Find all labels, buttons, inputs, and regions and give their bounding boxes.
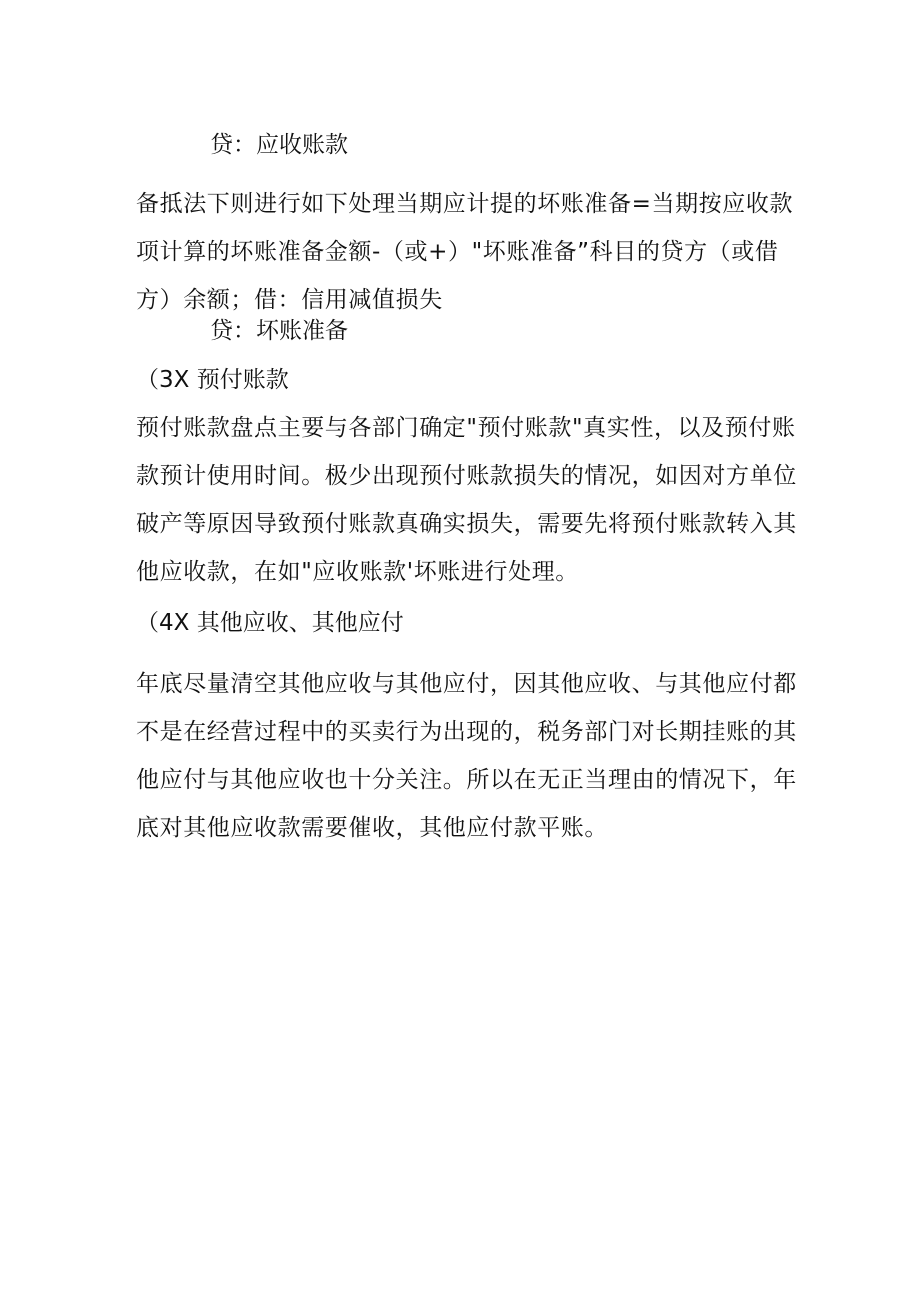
section3-heading: （3X 预付账款 xyxy=(136,367,289,393)
paragraph-line: 不是在经营过程中的买卖行为出现的，税务部门对长期挂账的其 xyxy=(136,719,797,745)
section4-heading: （4X 其他应收、其他应付 xyxy=(136,610,404,636)
paragraph-line: 款预计使用时间。极少出现预付账款损失的情况，如因对方单位 xyxy=(136,463,797,489)
paragraph-line: 底对其他应收款需要催收，其他应付款平账。 xyxy=(136,815,608,841)
credit-receivable-entry: 贷：应收账款 xyxy=(210,132,348,158)
paragraph-line: 方）余额；借：信用减值损失 xyxy=(136,287,443,313)
paragraph-line: 项计算的坏账准备金额-（或+）"坏账准备”科目的贷方（或借 xyxy=(136,239,779,265)
allowance-method-paragraph xyxy=(136,180,794,324)
paragraph-line: 他应收款，在如"应收账款'坏账进行处理。 xyxy=(136,559,579,585)
paragraph-line: 预付账款盘点主要与各部门确定"预付账款"真实性，以及预付账 xyxy=(136,415,796,441)
paragraph-line: 备抵法下则进行如下处理当期应计提的坏账准备=当期按应收款 xyxy=(136,191,794,217)
section4-paragraph xyxy=(136,660,797,852)
paragraph-line: 他应付与其他应收也十分关注。所以在无正当理由的情况下，年 xyxy=(136,767,797,793)
credit-bad-debt-entry: 贷：坏账准备 xyxy=(210,318,348,344)
section3-paragraph xyxy=(136,404,797,596)
paragraph-line: 年底尽量清空其他应收与其他应付，因其他应收、与其他应付都 xyxy=(136,671,797,697)
paragraph-line: 破产等原因导致预付账款真确实损失，需要先将预付账款转入其 xyxy=(136,511,797,537)
